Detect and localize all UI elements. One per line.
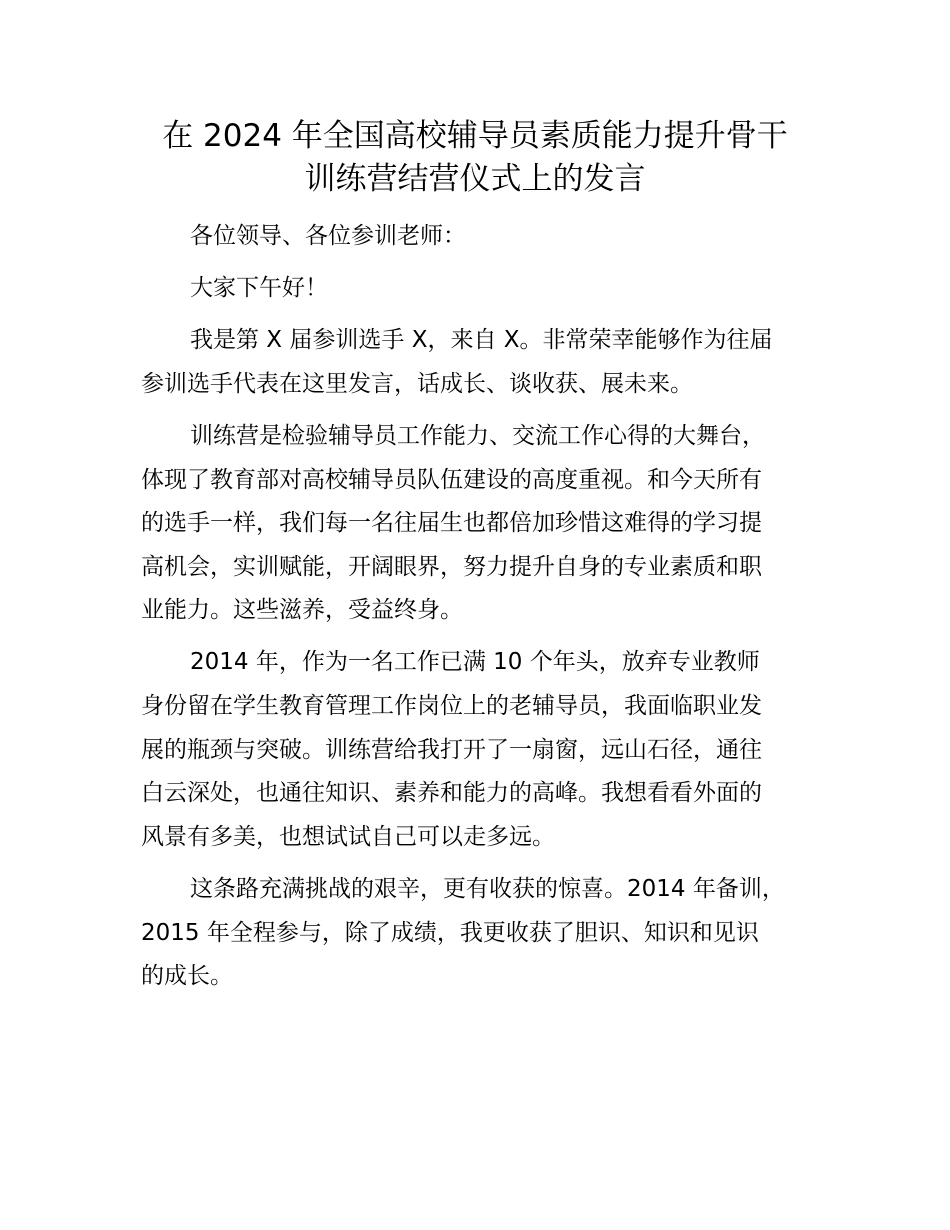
document-title-line-1: 在 2024 年全国高校辅导员素质能力提升骨干	[162, 118, 788, 154]
paragraph-line: 展的瓶颈与突破。训练营给我打开了一扇窗，远山石径，通往	[141, 737, 762, 763]
paragraph-line: 高机会，实训赋能，开阔眼界，努力提升自身的专业素质和职	[141, 554, 762, 580]
paragraph-line: 业能力。这些滋养，受益终身。	[141, 597, 463, 623]
paragraph-line: 2015 年全程参与，除了成绩，我更收获了胆识、知识和见识	[141, 920, 759, 946]
salutation: 各位领导、各位参训老师：	[190, 223, 466, 249]
paragraph-line: 的成长。	[141, 963, 233, 989]
document-title-line-2: 训练营结营仪式上的发言	[304, 161, 646, 197]
paragraph-line: 白云深处，也通往知识、素养和能力的高峰。我想看看外面的	[141, 780, 762, 806]
paragraph-line: 2014 年，作为一名工作已满 10 个年头，放弃专业教师	[190, 649, 760, 675]
paragraph-line: 风景有多美，也想试试自己可以走多远。	[141, 824, 555, 850]
paragraph-line: 体现了教育部对高校辅导员队伍建设的高度重视。和今天所有	[141, 467, 762, 493]
greeting: 大家下午好！	[190, 275, 328, 301]
paragraph-line: 参训选手代表在这里发言，话成长、谈收获、展未来。	[141, 371, 693, 397]
paragraph-line: 训练营是检验辅导员工作能力、交流工作心得的大舞台，	[190, 423, 765, 449]
paragraph-line: 身份留在学生教育管理工作岗位上的老辅导员，我面临职业发	[141, 693, 762, 719]
paragraph-line: 我是第 X 届参训选手 X，来自 X。非常荣幸能够作为往届	[190, 327, 773, 353]
paragraph-line: 的选手一样，我们每一名往届生也都倍加珍惜这难得的学习提	[141, 510, 762, 536]
paragraph-line: 这条路充满挑战的艰辛，更有收获的惊喜。2014 年备训，	[190, 876, 785, 902]
